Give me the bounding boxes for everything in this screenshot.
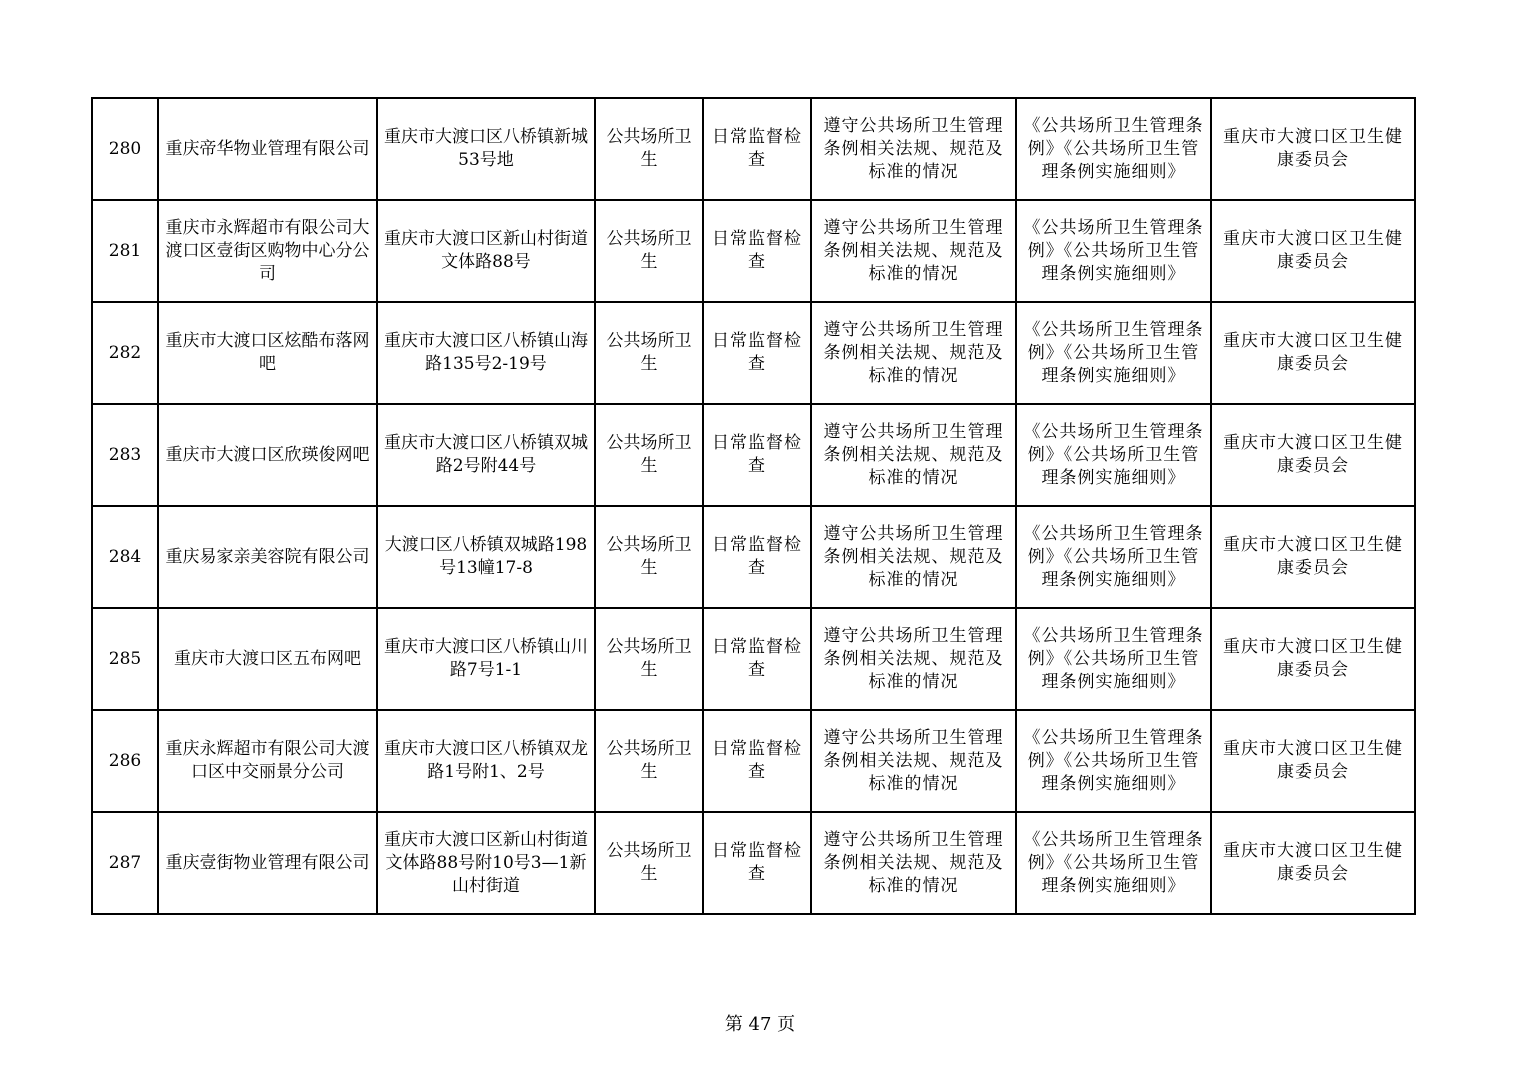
inspection-method-cell: 日常监督检查: [703, 200, 811, 302]
entity-name-cell: 重庆帝华物业管理有限公司: [158, 98, 377, 200]
row-number-cell: 282: [92, 302, 158, 404]
table-row: [92, 404, 1415, 506]
entity-name-cell: 重庆市大渡口区五布网吧: [158, 608, 377, 710]
inspection-requirement-cell: 遵守公共场所卫生管理条例相关法规、规范及标准的情况: [811, 506, 1016, 608]
inspection-category-cell: 公共场所卫生: [595, 506, 703, 608]
entity-name-cell: 重庆易家亲美容院有限公司: [158, 506, 377, 608]
responsible-organization-cell: 重庆市大渡口区卫生健康委员会: [1211, 710, 1415, 812]
row-number-cell: 281: [92, 200, 158, 302]
inspection-requirement-cell: 遵守公共场所卫生管理条例相关法规、规范及标准的情况: [811, 302, 1016, 404]
inspection-category-cell: 公共场所卫生: [595, 812, 703, 914]
inspection-requirement-cell: 遵守公共场所卫生管理条例相关法规、规范及标准的情况: [811, 812, 1016, 914]
legal-basis-cell: 《公共场所卫生管理条例》《公共场所卫生管理条例实施细则》: [1016, 812, 1211, 914]
inspection-category-cell: 公共场所卫生: [595, 710, 703, 812]
entity-name-cell: 重庆壹街物业管理有限公司: [158, 812, 377, 914]
table-row: [92, 200, 1415, 302]
legal-basis-cell: 《公共场所卫生管理条例》《公共场所卫生管理条例实施细则》: [1016, 608, 1211, 710]
table-row: [92, 608, 1415, 710]
row-number-cell: 284: [92, 506, 158, 608]
inspection-method-cell: 日常监督检查: [703, 608, 811, 710]
inspection-requirement-cell: 遵守公共场所卫生管理条例相关法规、规范及标准的情况: [811, 404, 1016, 506]
entity-address-cell: 重庆市大渡口区八桥镇山海路135号2-19号: [377, 302, 595, 404]
row-number-cell: 283: [92, 404, 158, 506]
entity-address-cell: 大渡口区八桥镇双城路198号13幢17-8: [377, 506, 595, 608]
inspection-method-cell: 日常监督检查: [703, 98, 811, 200]
legal-basis-cell: 《公共场所卫生管理条例》《公共场所卫生管理条例实施细则》: [1016, 200, 1211, 302]
legal-basis-cell: 《公共场所卫生管理条例》《公共场所卫生管理条例实施细则》: [1016, 506, 1211, 608]
legal-basis-cell: 《公共场所卫生管理条例》《公共场所卫生管理条例实施细则》: [1016, 710, 1211, 812]
responsible-organization-cell: 重庆市大渡口区卫生健康委员会: [1211, 812, 1415, 914]
inspection-category-cell: 公共场所卫生: [595, 608, 703, 710]
inspection-requirement-cell: 遵守公共场所卫生管理条例相关法规、规范及标准的情况: [811, 200, 1016, 302]
legal-basis-cell: 《公共场所卫生管理条例》《公共场所卫生管理条例实施细则》: [1016, 98, 1211, 200]
table-row: [92, 812, 1415, 914]
entity-name-cell: 重庆永辉超市有限公司大渡口区中交丽景分公司: [158, 710, 377, 812]
table-row: [92, 98, 1415, 200]
inspection-requirement-cell: 遵守公共场所卫生管理条例相关法规、规范及标准的情况: [811, 98, 1016, 200]
entity-address-cell: 重庆市大渡口区八桥镇新城53号地: [377, 98, 595, 200]
responsible-organization-cell: 重庆市大渡口区卫生健康委员会: [1211, 404, 1415, 506]
legal-basis-cell: 《公共场所卫生管理条例》《公共场所卫生管理条例实施细则》: [1016, 404, 1211, 506]
inspection-requirement-cell: 遵守公共场所卫生管理条例相关法规、规范及标准的情况: [811, 710, 1016, 812]
entity-name-cell: 重庆市永辉超市有限公司大渡口区壹街区购物中心分公司: [158, 200, 377, 302]
inspection-method-cell: 日常监督检查: [703, 404, 811, 506]
responsible-organization-cell: 重庆市大渡口区卫生健康委员会: [1211, 302, 1415, 404]
responsible-organization-cell: 重庆市大渡口区卫生健康委员会: [1211, 608, 1415, 710]
inspection-table: [91, 97, 1416, 915]
legal-basis-cell: 《公共场所卫生管理条例》《公共场所卫生管理条例实施细则》: [1016, 302, 1211, 404]
inspection-category-cell: 公共场所卫生: [595, 404, 703, 506]
inspection-method-cell: 日常监督检查: [703, 302, 811, 404]
inspection-category-cell: 公共场所卫生: [595, 200, 703, 302]
responsible-organization-cell: 重庆市大渡口区卫生健康委员会: [1211, 506, 1415, 608]
entity-address-cell: 重庆市大渡口区新山村街道文体路88号: [377, 200, 595, 302]
responsible-organization-cell: 重庆市大渡口区卫生健康委员会: [1211, 98, 1415, 200]
entity-address-cell: 重庆市大渡口区八桥镇双城路2号附44号: [377, 404, 595, 506]
row-number-cell: 285: [92, 608, 158, 710]
inspection-method-cell: 日常监督检查: [703, 812, 811, 914]
table-body: [92, 98, 1415, 914]
responsible-organization-cell: 重庆市大渡口区卫生健康委员会: [1211, 200, 1415, 302]
inspection-method-cell: 日常监督检查: [703, 506, 811, 608]
entity-address-cell: 重庆市大渡口区新山村街道文体路88号附10号3—1新山村街道: [377, 812, 595, 914]
table-row: [92, 710, 1415, 812]
page-number: 第 47 页: [724, 1014, 796, 1035]
entity-name-cell: 重庆市大渡口区炫酷布落网吧: [158, 302, 377, 404]
entity-address-cell: 重庆市大渡口区八桥镇山川路7号1-1: [377, 608, 595, 710]
row-number-cell: 287: [92, 812, 158, 914]
row-number-cell: 280: [92, 98, 158, 200]
inspection-category-cell: 公共场所卫生: [595, 302, 703, 404]
row-number-cell: 286: [92, 710, 158, 812]
inspection-category-cell: 公共场所卫生: [595, 98, 703, 200]
inspection-method-cell: 日常监督检查: [703, 710, 811, 812]
inspection-requirement-cell: 遵守公共场所卫生管理条例相关法规、规范及标准的情况: [811, 608, 1016, 710]
entity-name-cell: 重庆市大渡口区欣瑛俊网吧: [158, 404, 377, 506]
table-row: [92, 506, 1415, 608]
table-row: [92, 302, 1415, 404]
entity-address-cell: 重庆市大渡口区八桥镇双龙路1号附1、2号: [377, 710, 595, 812]
